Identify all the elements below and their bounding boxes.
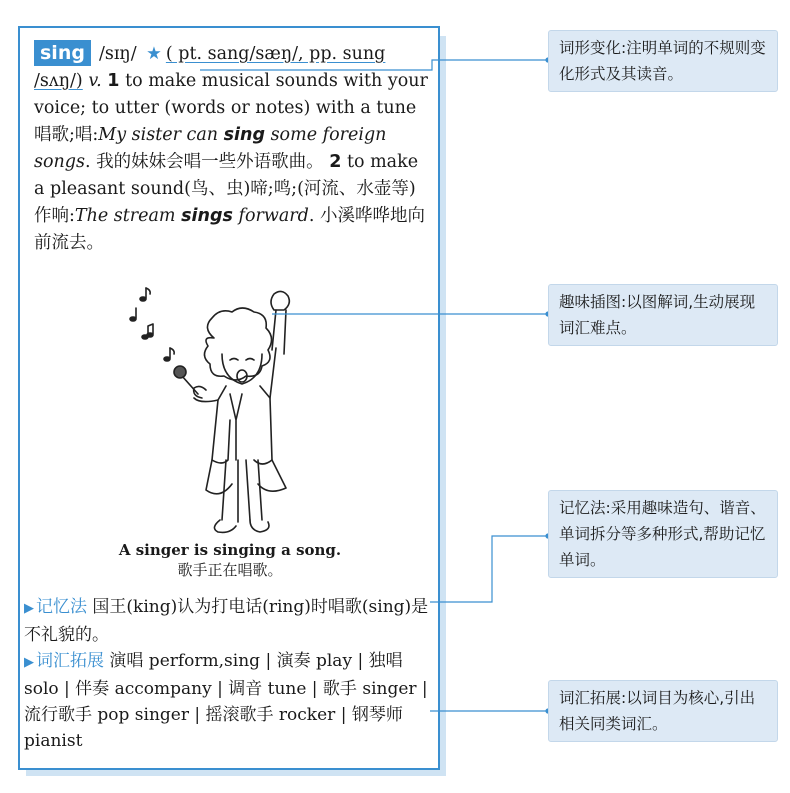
- note-illustration: 趣味插图:以图解词,生动展现词汇难点。: [548, 284, 778, 346]
- part-of-speech: v.: [88, 71, 102, 91]
- triangle-bullet-icon: ▶: [24, 601, 34, 616]
- sense-2-example-b: forward: [232, 206, 309, 226]
- phonetic: /sɪŋ/: [98, 44, 137, 64]
- inflected-forms: ( pt. sang/sæŋ/, pp. sung /sʌŋ/): [34, 44, 386, 91]
- vocab-label: 词汇拓展: [36, 651, 104, 671]
- connector-line-forms: [200, 60, 548, 70]
- sense-2-example-bold: sings: [181, 206, 233, 226]
- sense-1-definition: to make musical sounds with your voice; to utter (words or notes) with a tune 唱歌;唱:: [34, 71, 428, 145]
- vocab-text: 演唱 perform,sing | 演奏 play | 独唱 solo | 伴奏 accompany | 调音 tune | 歌手 singer | 流行歌手 pop singer | 摇滚歌手 rocker | 钢琴师 pianist: [24, 651, 428, 751]
- sense-1-example-b: some foreign songs: [34, 125, 387, 172]
- caption-english: A singer is singing a song.: [118, 541, 342, 559]
- sense-1-translation: . 我的妹妹会唱一些外语歌曲。: [84, 152, 324, 172]
- sense-number-2: 2: [329, 152, 342, 172]
- sense-2-translation: . 小溪哗哗地向前流去。: [34, 206, 425, 253]
- sense-1-example-a: My sister can: [98, 125, 224, 145]
- sense-2-definition: to make a pleasant sound(鸟、虫)啼;鸣;(河流、水壶等)作响:: [34, 152, 419, 226]
- note-memory: 记忆法:采用趣味造句、谐音、单词拆分等多种形式,帮助记忆单词。: [548, 490, 778, 578]
- note-inflection: 词形变化:注明单词的不规则变化形式及其读音。: [548, 30, 778, 92]
- headword: sing: [34, 40, 91, 66]
- memory-label: 记忆法: [36, 597, 87, 617]
- caption-chinese: 歌手正在唱歌。: [177, 561, 283, 579]
- connector-line-memory: [430, 536, 548, 602]
- sense-1-example-bold: sing: [223, 125, 266, 145]
- note-vocab: 词汇拓展:以词目为核心,引出相关同类词汇。: [548, 680, 778, 742]
- star-icon: ★: [146, 44, 162, 64]
- sense-2-example-a: The stream: [74, 206, 182, 226]
- memory-text: 国王(king)认为打电话(ring)时唱歌(sing)是不礼貌的。: [24, 597, 429, 645]
- triangle-bullet-icon: ▶: [24, 655, 34, 670]
- sense-number-1: 1: [107, 71, 120, 91]
